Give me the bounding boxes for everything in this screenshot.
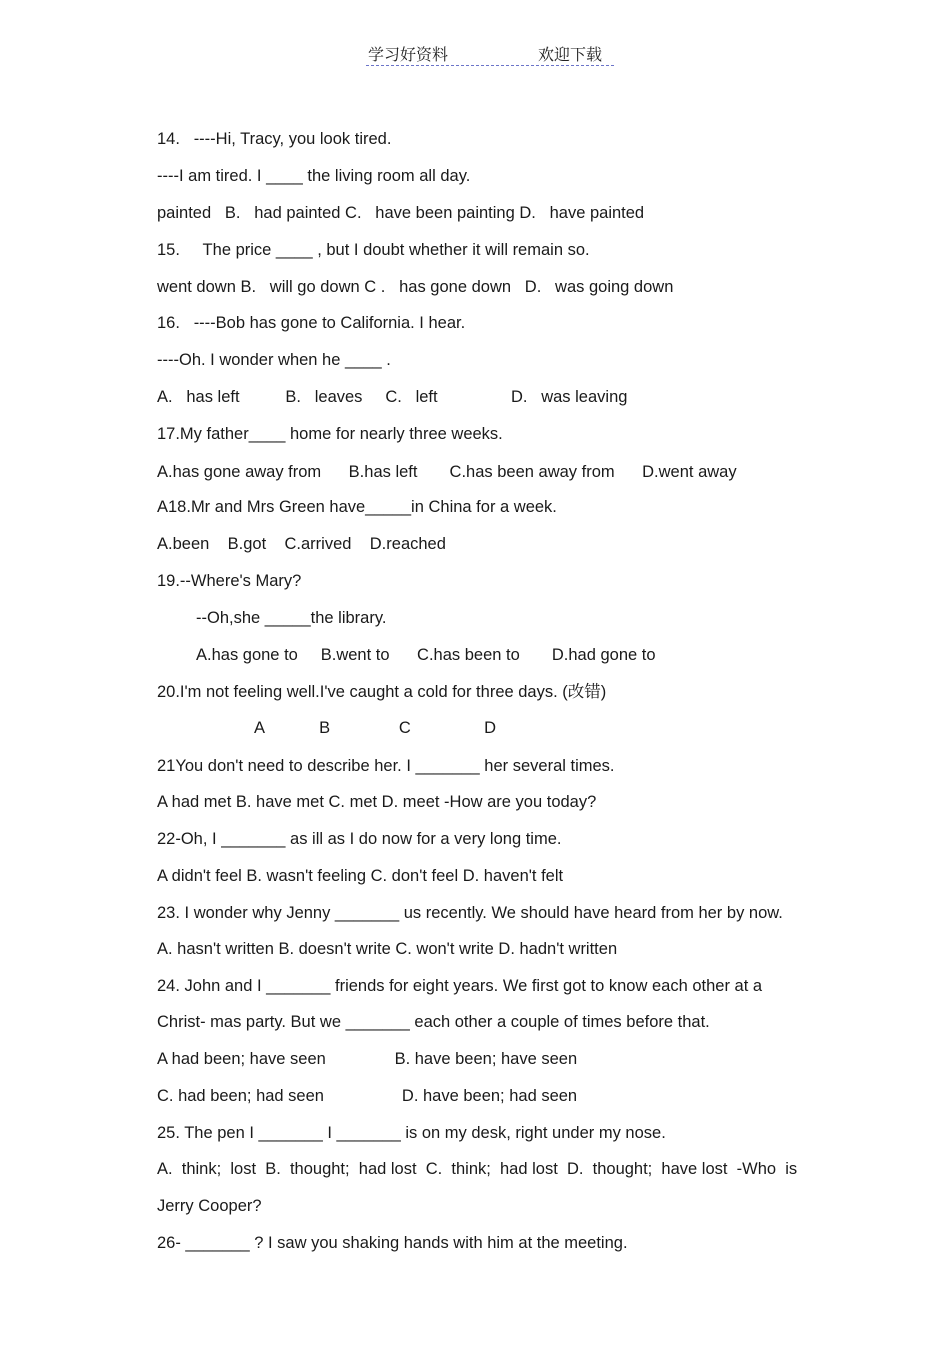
question-24-prompt-continued: Christ- mas party. But we _______ each other a couple of times before that. (157, 1013, 710, 1031)
question-25-prompt: 25. The pen I _______ I _______ is on my desk, right under my nose. (157, 1124, 666, 1142)
question-22-options: A didn't feel B. wasn't feeling C. don't feel D. haven't felt (157, 867, 564, 885)
question-15-prompt: 15. The price ____ , but I doubt whether it will remain so. (157, 241, 590, 259)
question-24-prompt: 24. John and I _______ friends for eight years. We first got to know each other at a (157, 977, 763, 995)
question-18-options: A.been B.got C.arrived D.reached (157, 535, 446, 553)
question-14-response: ----I am tired. I ____ the living room all day. (157, 167, 471, 185)
question-17-prompt: 17.My father____ home for nearly three weeks. (157, 425, 503, 443)
question-14-prompt: 14. ----Hi, Tracy, you look tired. (157, 130, 392, 148)
question-25-options: A. think; lost B. thought; had lost C. think; had lost D. thought; have lost -Who is (157, 1160, 798, 1178)
question-21-prompt: 21You don't need to describe her. I _______ her several times. (157, 757, 615, 775)
question-16-prompt: 16. ----Bob has gone to California. I hear. (157, 314, 466, 332)
page-header (366, 41, 614, 66)
question-20-markers: A B C D (254, 719, 497, 737)
question-24-options-cd: C. had been; had seen D. have been; had seen (157, 1087, 578, 1105)
question-16-options: A. has left B. leaves C. left D. was leaving (157, 388, 628, 406)
question-23-options: A. hasn't written B. doesn't write C. won't write D. hadn't written (157, 940, 618, 958)
question-14-options: painted B. had painted C. have been painting D. have painted (157, 204, 645, 222)
question-17-options: A.has gone away from B.has left C.has been away from D.went away (157, 463, 737, 481)
question-16-response: ----Oh. I wonder when he ____ . (157, 351, 391, 369)
question-19-options: A.has gone to B.went to C.has been to D.had gone to (196, 646, 656, 664)
header-left-text: 学习好资料 (368, 45, 449, 64)
question-26-prompt: 26- _______ ? I saw you shaking hands with him at the meeting. (157, 1234, 628, 1252)
question-15-options: went down B. will go down C . has gone down D. was going down (157, 278, 674, 296)
question-20-prompt: 20.I'm not feeling well.I've caught a cold for three days. (改错) (157, 683, 607, 701)
header-right-text: 欢迎下载 (538, 45, 603, 64)
question-23-prompt: 23. I wonder why Jenny _______ us recently. We should have heard from her by now. (157, 904, 783, 922)
question-25-options-continued: Jerry Cooper? (157, 1197, 262, 1215)
question-24-options-ab: A had been; have seen B. have been; have seen (157, 1050, 578, 1068)
question-22-prompt: 22-Oh, I _______ as ill as I do now for a very long time. (157, 830, 562, 848)
question-21-options: A had met B. have met C. met D. meet -How are you today? (157, 793, 597, 811)
question-19-prompt: 19.--Where's Mary? (157, 572, 302, 590)
question-18-prompt: A18.Mr and Mrs Green have_____in China for a week. (157, 498, 557, 516)
question-19-response: --Oh,she _____the library. (196, 609, 387, 627)
